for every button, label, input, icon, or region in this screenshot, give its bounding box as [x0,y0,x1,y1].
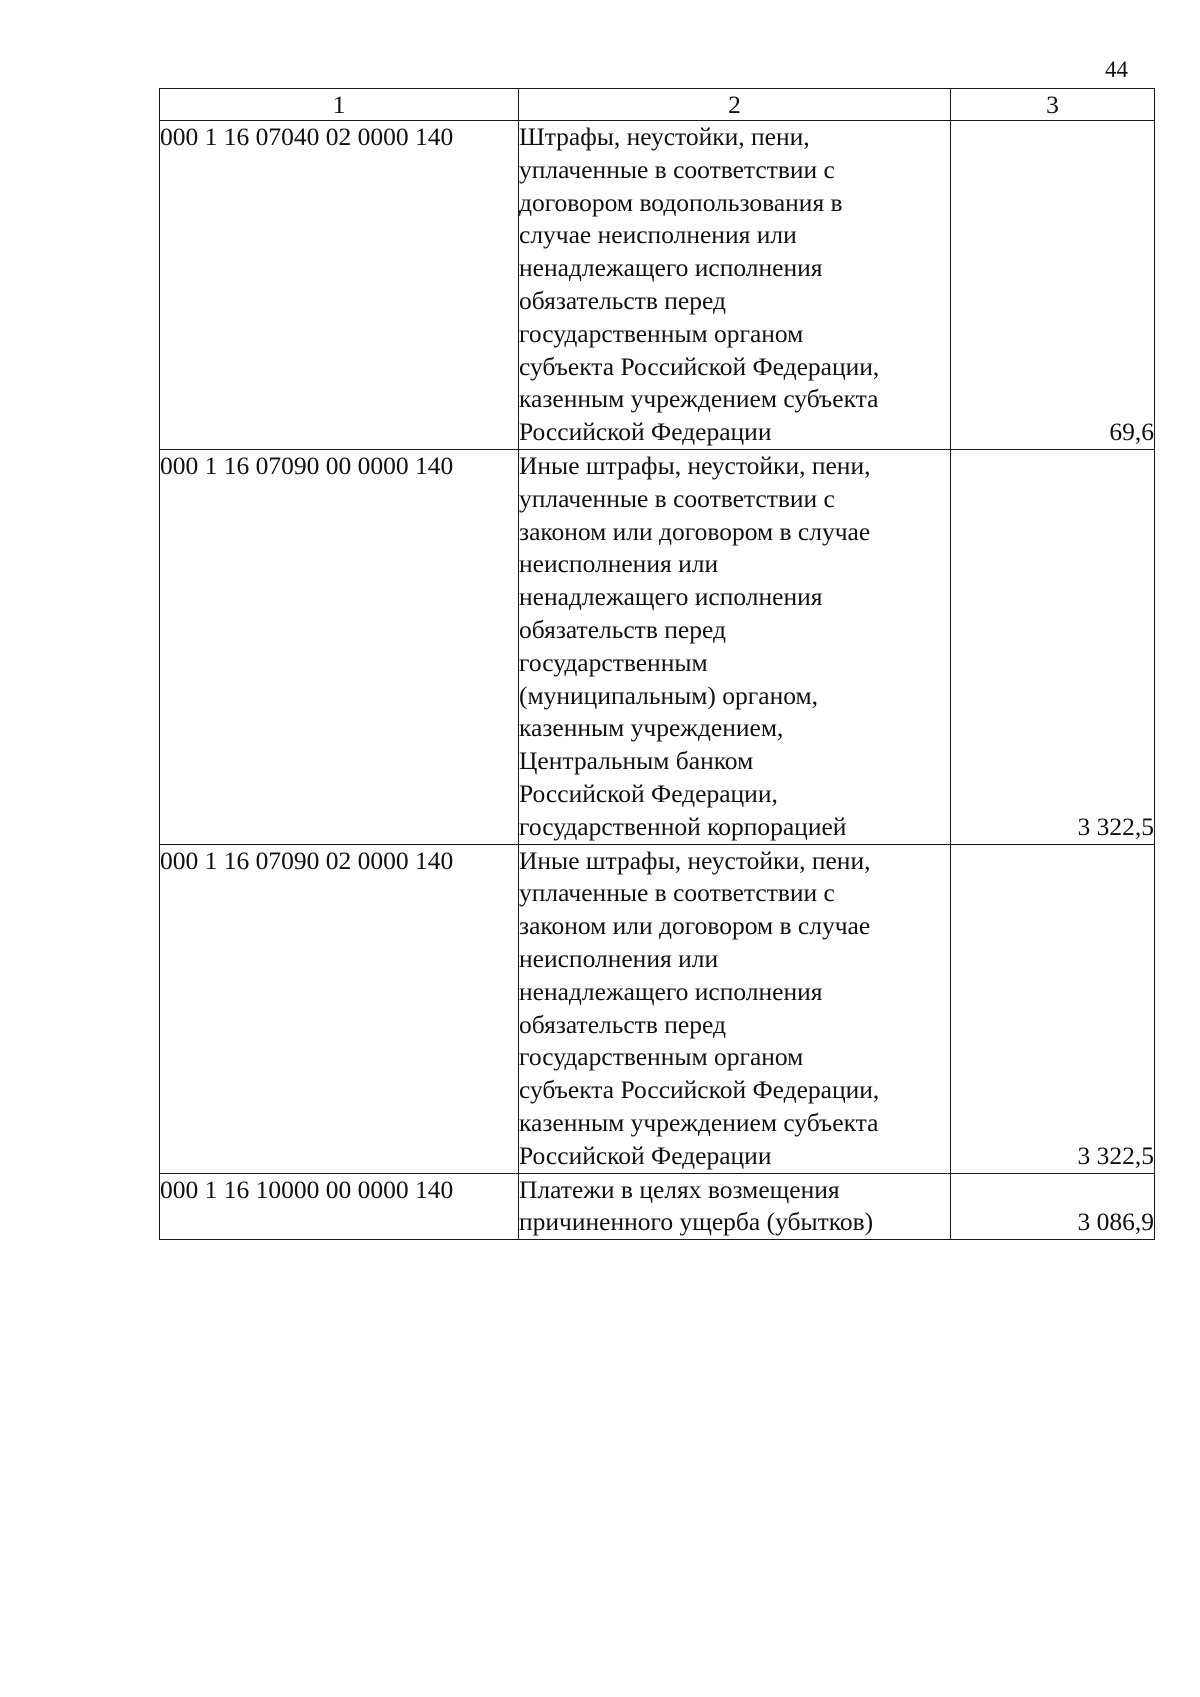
description-line: Платежи в целях возмещения [519,1174,840,1204]
cell-amount: 3 086,9 [951,1173,1155,1240]
description-line: Иные штрафы, неустойки, пени, [519,450,871,480]
cell-amount: 3 322,5 [951,844,1155,1173]
cell-description [519,1173,951,1240]
description-line: казенным учреждением субъекта [519,1107,879,1137]
description-line: ненадлежащего исполнения [519,582,823,612]
cell-code: 000 1 16 07040 02 0000 140 [160,121,519,450]
description-line: уплаченные в соответствии с [519,878,835,908]
description-line: случае неисполнения или [519,220,797,250]
column-header-amount: 3 [951,89,1155,121]
description-line: государственным [519,647,708,677]
page-number: 44 [1105,57,1128,82]
cell-code: 000 1 16 07090 00 0000 140 [160,449,519,844]
description-line: субъекта Российской Федерации, [519,351,880,381]
cell-description [519,844,951,1173]
cell-code: 000 1 16 07090 02 0000 140 [160,844,519,1173]
cell-description [519,121,951,450]
description-line: Штрафы, неустойки, пени, [519,122,810,151]
description-line: Российской Федерации [519,1140,772,1170]
description-line: государственным органом [519,318,804,348]
description-line: неисполнения или [519,943,719,973]
table-row [160,449,1155,844]
description-line: причиненного ущерба (убытков) [519,1207,874,1237]
description-line: государственной корпорацией [519,811,847,841]
cell-description [519,449,951,844]
budget-table [159,88,1155,1240]
description-line: уплаченные в соответствии с [519,154,835,184]
table-row [160,844,1155,1173]
description-line: Центральным банком [519,746,754,776]
description-line: законом или договором в случае [519,911,871,941]
description-line: казенным учреждением субъекта [519,384,879,414]
header-row [160,89,1155,121]
description-line: уплаченные в соответствии с [519,483,835,513]
description-line: законом или договором в случае [519,516,871,546]
description-line: (муниципальным) органом, [519,680,818,710]
description-line: государственным органом [519,1042,804,1072]
column-header-code: 1 [160,89,519,121]
description-line: Российской Федерации, [519,778,778,808]
description-line: субъекта Российской Федерации, [519,1075,880,1105]
cell-amount: 3 322,5 [951,449,1155,844]
description-line: Иные штрафы, неустойки, пени, [519,845,871,875]
description-line: договором водопользования в [519,187,843,217]
description-line: обязательств перед [519,1009,726,1039]
description-line: ненадлежащего исполнения [519,976,823,1006]
description-line: неисполнения или [519,549,719,579]
table-row [160,1173,1155,1240]
cell-code: 000 1 16 10000 00 0000 140 [160,1173,519,1240]
description-line: казенным учреждением, [519,713,784,743]
column-header-description: 2 [519,89,951,121]
description-line: ненадлежащего исполнения [519,253,823,283]
description-line: обязательств перед [519,285,726,315]
cell-amount: 69,6 [951,121,1155,450]
table-row [160,121,1155,450]
table-body [160,121,1155,1240]
description-line: обязательств перед [519,614,726,644]
description-line: Российской Федерации [519,417,772,447]
